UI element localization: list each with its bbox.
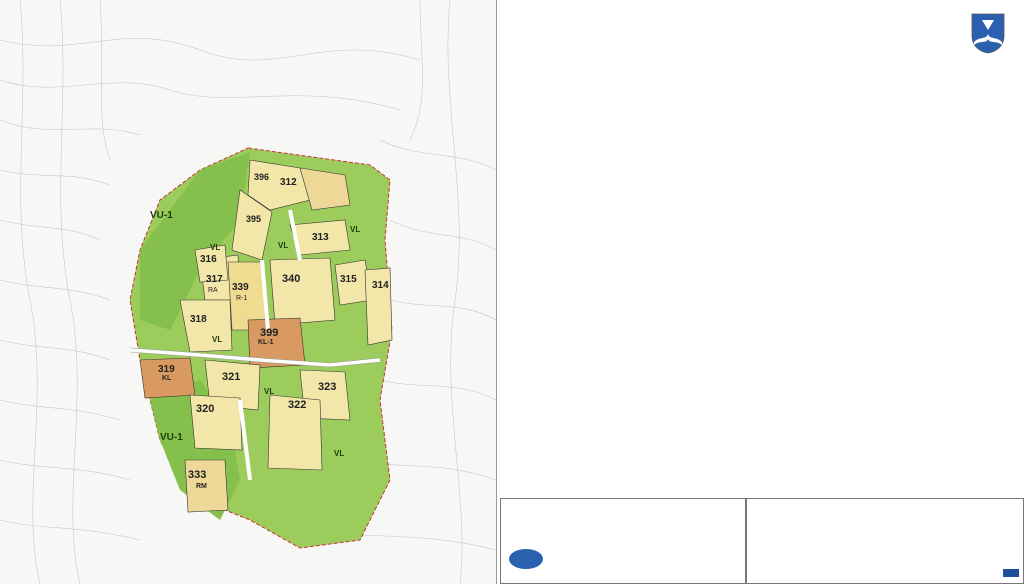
title-block-left <box>500 498 746 584</box>
coat-of-arms-icon <box>970 12 1006 54</box>
label-320: 320 <box>196 403 215 415</box>
green-label-vl-c: VL <box>350 225 361 234</box>
title-block-right <box>746 498 1024 584</box>
label-399: 399 <box>260 327 279 339</box>
zone-label-rm: RM <box>196 483 207 490</box>
label-318: 318 <box>190 314 207 325</box>
skoy-logo <box>509 549 543 569</box>
green-label-vl-b: VL <box>278 241 289 250</box>
green-label-vu1-b: VU-1 <box>160 432 183 443</box>
block-340-shape <box>270 258 335 325</box>
label-315: 315 <box>340 274 357 285</box>
legend-panel <box>500 0 748 584</box>
green-label-vl-a: VL <box>210 243 221 252</box>
zone-label-r1: R-1 <box>236 295 248 302</box>
label-340: 340 <box>282 273 301 285</box>
green-label-vl-e: VL <box>264 387 275 396</box>
label-321: 321 <box>222 371 241 383</box>
zone-label-ra: RA <box>208 287 218 294</box>
label-323: 323 <box>318 381 337 393</box>
label-322: 322 <box>288 399 307 411</box>
label-319: 319 <box>158 364 175 375</box>
zone-label-kl1: KL-1 <box>258 339 274 346</box>
green-label-vl-f: VL <box>334 449 345 458</box>
title-panel <box>752 0 1024 584</box>
green-label-vu1-a: VU-1 <box>150 210 173 221</box>
label-317: 317 <box>206 274 223 285</box>
label-396: 396 <box>254 172 270 182</box>
map-svg <box>0 0 496 584</box>
fcg-logo <box>1003 569 1019 577</box>
zone-label-kl: KL <box>162 375 172 382</box>
green-label-vl-d: VL <box>212 335 223 344</box>
label-339: 339 <box>232 282 249 293</box>
label-333: 333 <box>188 469 207 481</box>
map-area <box>0 0 497 584</box>
label-313: 313 <box>312 232 329 243</box>
label-395: 395 <box>246 214 262 224</box>
label-316: 316 <box>200 254 217 265</box>
label-312: 312 <box>280 177 297 188</box>
label-314: 314 <box>372 280 389 291</box>
